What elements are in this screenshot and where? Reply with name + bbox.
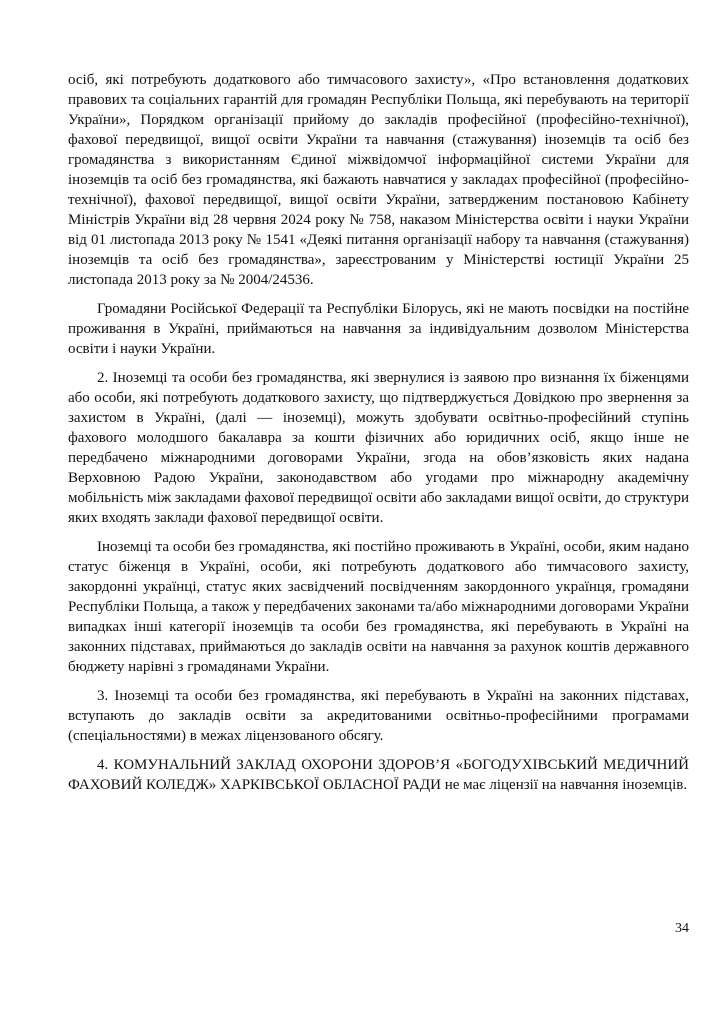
paragraph-russia-belarus: Громадяни Російської Федерації та Республіки Білорусь, які не мають посвідки на постійне проживання в Україні, приймаються на навчання за індивідуальним дозволом Міністерства освіти і науки України. [68, 301, 689, 357]
paragraph-item-2: 2. Іноземці та особи без громадянства, які звернулися із заявою про визнання їх біженцями або особи, які потребують додаткового захисту, що підтверджується Довідкою про звернення за захистом в Україні, (далі — іноземці), можуть здобувати освітньо-професійний ступінь фахового молодшого бакалавра за кошти фізичних або юридичних осіб, якщо інше не передбачено міжнародними договорами України, згода на обов’язковість яких надана Верховною Радою України, законодавством або угодами про міжнародну академічну мобільність між закладами фахової передвищої освіти або закладами вищої освіти, до структури яких входять заклади фахової передвищої освіти. [68, 370, 689, 526]
paragraph-continuation: осіб, які потребують додаткового або тимчасового захисту», «Про встановлення додаткових правових та соціальних гарантій для громадян Республіки Польща, які перебувають на території України», Порядком організації прийому до закладів професійної (професійно-технічної), фахової передвищої, вищої освіти України та навчання (стажування) іноземців та осіб без громадянства з використанням Єдиної міжвідомчої інформаційної системи України для іноземців та осіб без громадянства, які бажають навчатися у закладах професійної (професійно-технічної), фахової передвищої, вищої освіти України, затвердженим постановою Кабінету Міністрів України від 28 червня 2024 року № 758, наказом Міністерства освіти і науки України від 01 листопада 2013 року № 1541 «Деякі питання організації набору та навчання (стажування) іноземців та осіб без громадянства», зареєстрованим у Міністерстві юстиції України 25 листопада 2013 року за № 2004/24536. [68, 72, 689, 288]
page-number: 34 [675, 921, 689, 936]
paragraph-state-budget: Іноземці та особи без громадянства, які постійно проживають в Україні, особи, яким надано статус біженця в Україні, особи, які потребують додаткового або тимчасового захисту, закордонні українці, статус яких засвідчений посвідченням закордонного українця, громадяни Республіки Польща, а також у передбачених законами та/або міжнародними договорами України випадках інші категорії іноземців та особи без громадянства, які перебувають в Україні на законних підставах, приймаються до закладів освіти на навчання за рахунок коштів державного бюджету нарівні з громадянами України. [68, 539, 689, 675]
paragraph-item-4: 4. КОМУНАЛЬНИЙ ЗАКЛАД ОХОРОНИ ЗДОРОВ’Я «БОГОДУХІВСЬКИЙ МЕДИЧНИЙ ФАХОВИЙ КОЛЕДЖ» ХАРКІВСЬКОЇ ОБЛАСНОЇ РАДИ не має ліцензії на навчання іноземців. [68, 757, 689, 793]
document-body [68, 70, 689, 804]
paragraph-item-3: 3. Іноземці та особи без громадянства, які перебувають в Україні на законних підставах, вступають до закладів освіти за акредитованими освітньо-професійними програмами (спеціальностями) в межах ліцензованого обсягу. [68, 688, 689, 744]
